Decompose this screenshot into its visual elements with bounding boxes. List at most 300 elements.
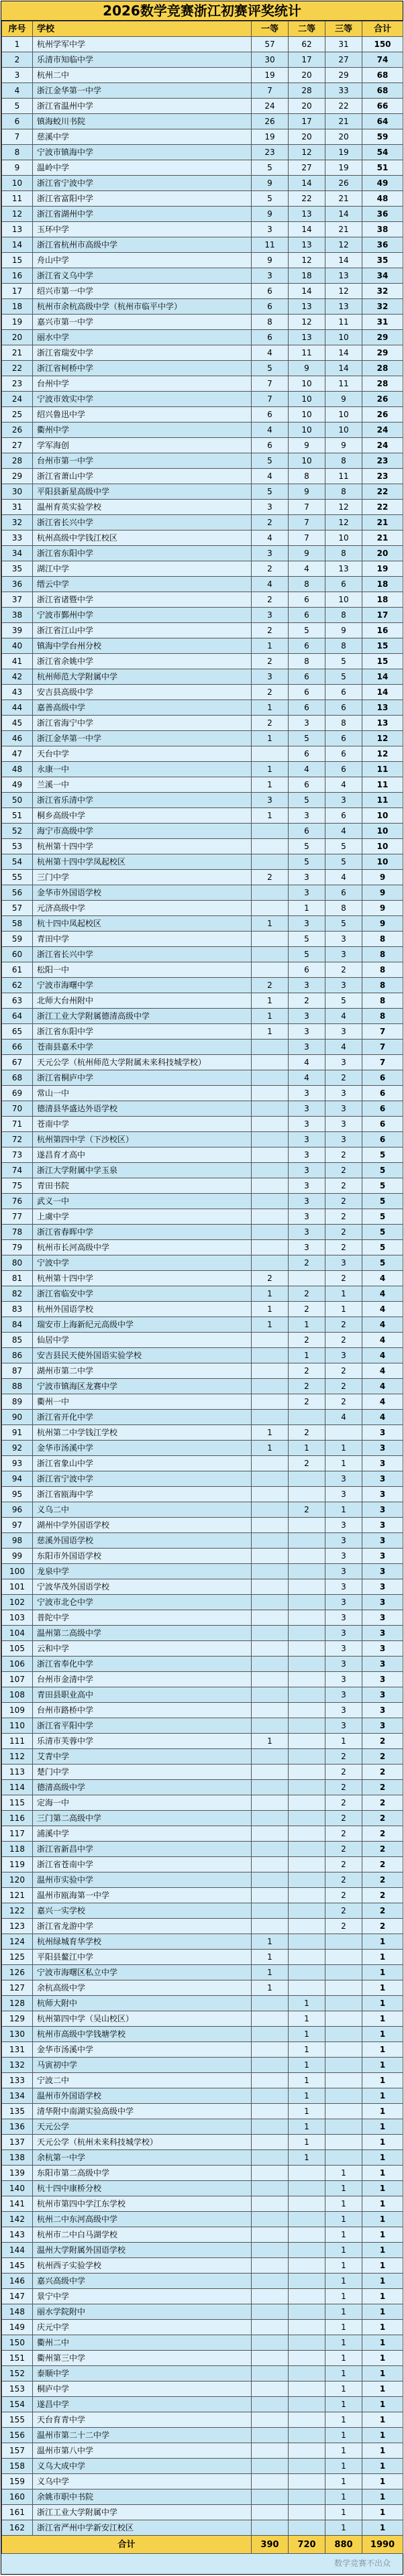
total-cell: 3 xyxy=(362,1579,403,1595)
table-row xyxy=(2,191,403,207)
rank-cell: 84 xyxy=(2,1317,33,1333)
third-prize-cell: 14 xyxy=(325,361,362,376)
school-cell: 武义一中 xyxy=(33,1194,252,1209)
total-cell: 19 xyxy=(362,561,403,577)
third-prize-cell: 1 xyxy=(325,1734,362,1749)
school-cell: 浙江省富阳中学 xyxy=(33,191,252,207)
first-prize-cell xyxy=(252,1703,289,1718)
first-prize-cell: 7 xyxy=(252,83,289,99)
second-prize-cell xyxy=(289,2443,325,2459)
second-prize-cell xyxy=(289,1471,325,1487)
second-prize-cell xyxy=(289,1410,325,1425)
table-row xyxy=(2,1147,403,1163)
second-prize-cell xyxy=(289,1950,325,1965)
first-prize-cell xyxy=(252,962,289,978)
first-prize-cell xyxy=(252,1842,289,1857)
school-cell: 杭十四中凤起校区 xyxy=(33,916,252,932)
school-cell: 台州市路桥中学 xyxy=(33,1703,252,1718)
third-prize-cell: 1 xyxy=(325,1502,362,1518)
table-row xyxy=(2,392,403,407)
school-cell: 浙江省东阳中学 xyxy=(33,546,252,561)
table-row xyxy=(2,2166,403,2181)
table-row xyxy=(2,2366,403,2382)
footer-second-total: 720 xyxy=(289,2536,325,2554)
third-prize-cell: 2 xyxy=(325,1888,362,1903)
third-prize-cell: 1 xyxy=(325,1456,362,1471)
total-cell: 35 xyxy=(362,253,403,268)
second-prize-cell xyxy=(289,2412,325,2428)
school-cell: 嘉善高级中学 xyxy=(33,700,252,716)
third-prize-cell: 14 xyxy=(325,207,362,222)
third-prize-cell: 3 xyxy=(325,1549,362,1564)
second-prize-cell: 1 xyxy=(289,901,325,916)
second-prize-cell xyxy=(289,1965,325,1980)
total-cell: 3 xyxy=(362,1502,403,1518)
first-prize-cell: 5 xyxy=(252,484,289,500)
third-prize-cell xyxy=(325,1980,362,1996)
table-row xyxy=(2,2181,403,2196)
second-prize-cell: 7 xyxy=(289,500,325,515)
rank-cell: 104 xyxy=(2,1626,33,1641)
school-cell: 宁波市北仑中学 xyxy=(33,1595,252,1610)
second-prize-cell: 2 xyxy=(289,1379,325,1394)
school-cell: 浙江工业大学附属德清高级中学 xyxy=(33,1009,252,1024)
second-prize-cell: 2 xyxy=(289,1333,325,1348)
school-cell: 杭州学军中学 xyxy=(33,37,252,52)
rank-cell: 74 xyxy=(2,1163,33,1178)
total-cell: 68 xyxy=(362,68,403,83)
table-row xyxy=(2,1209,403,1225)
school-cell: 玉环中学 xyxy=(33,222,252,237)
second-prize-cell: 1 xyxy=(289,2058,325,2073)
third-prize-cell: 3 xyxy=(325,1626,362,1641)
first-prize-cell: 2 xyxy=(252,716,289,731)
school-cell: 台州市第一中学 xyxy=(33,453,252,469)
total-cell: 29 xyxy=(362,345,403,361)
total-cell: 6 xyxy=(362,1101,403,1117)
second-prize-cell: 6 xyxy=(289,638,325,654)
table-row xyxy=(2,2011,403,2027)
table-row xyxy=(2,1055,403,1070)
school-cell: 杭州第十四中学凤起校区 xyxy=(33,854,252,870)
total-cell: 1 xyxy=(362,2166,403,2181)
second-prize-cell: 5 xyxy=(289,793,325,808)
school-cell: 杭州外国语学校 xyxy=(33,1302,252,1317)
third-prize-cell: 5 xyxy=(325,854,362,870)
rank-cell: 126 xyxy=(2,1965,33,1980)
table-row xyxy=(2,746,403,762)
first-prize-cell xyxy=(252,1811,289,1826)
footer-third-total: 880 xyxy=(325,2536,362,2554)
second-prize-cell: 2 xyxy=(289,1394,325,1410)
total-cell: 3 xyxy=(362,1518,403,1533)
sheet-title: 2026数学竞赛浙江初赛评奖统计 xyxy=(1,1,403,21)
second-prize-cell xyxy=(289,2289,325,2304)
table-row xyxy=(2,608,403,623)
third-prize-cell: 2 xyxy=(325,1811,362,1826)
first-prize-cell xyxy=(252,885,289,901)
rank-cell: 139 xyxy=(2,2166,33,2181)
rank-cell: 88 xyxy=(2,1379,33,1394)
rank-cell: 90 xyxy=(2,1410,33,1425)
first-prize-cell: 3 xyxy=(252,268,289,284)
school-cell: 杭州高级中学钱江校区 xyxy=(33,530,252,546)
third-prize-cell: 11 xyxy=(325,469,362,484)
third-prize-cell: 4 xyxy=(325,777,362,793)
second-prize-cell: 9 xyxy=(289,361,325,376)
third-prize-cell: 13 xyxy=(325,268,362,284)
table-row xyxy=(2,2474,403,2489)
total-cell: 7 xyxy=(362,1024,403,1040)
first-prize-cell: 1 xyxy=(252,700,289,716)
third-prize-cell: 3 xyxy=(325,1487,362,1502)
rank-cell: 51 xyxy=(2,808,33,824)
table-row xyxy=(2,469,403,484)
total-cell: 26 xyxy=(362,407,403,423)
table-row xyxy=(2,2212,403,2227)
total-cell: 3 xyxy=(362,1610,403,1626)
first-prize-cell: 1 xyxy=(252,731,289,746)
total-cell: 8 xyxy=(362,993,403,1009)
second-prize-cell: 13 xyxy=(289,237,325,253)
rank-cell: 101 xyxy=(2,1579,33,1595)
school-cell: 舟山中学 xyxy=(33,253,252,268)
third-prize-cell: 1 xyxy=(325,2351,362,2366)
second-prize-cell: 1 xyxy=(289,2027,325,2042)
rank-cell: 34 xyxy=(2,546,33,561)
total-cell: 28 xyxy=(362,361,403,376)
third-prize-cell: 1 xyxy=(325,1286,362,1302)
table-row xyxy=(2,1919,403,1934)
school-cell: 仙居中学 xyxy=(33,1333,252,1348)
school-cell: 慈溪中学 xyxy=(33,129,252,145)
school-cell: 天台中学 xyxy=(33,746,252,762)
table-row xyxy=(2,484,403,500)
total-cell: 18 xyxy=(362,592,403,608)
first-prize-cell xyxy=(252,1487,289,1502)
total-cell: 3 xyxy=(362,1425,403,1441)
total-cell: 1 xyxy=(362,2382,403,2397)
second-prize-cell xyxy=(289,1549,325,1564)
third-prize-cell: 1 xyxy=(325,2505,362,2520)
table-row xyxy=(2,515,403,530)
first-prize-cell xyxy=(252,1070,289,1086)
second-prize-cell: 7 xyxy=(289,515,325,530)
second-prize-cell xyxy=(289,2274,325,2289)
first-prize-cell: 19 xyxy=(252,68,289,83)
school-cell: 学军海创 xyxy=(33,438,252,453)
rank-cell: 43 xyxy=(2,685,33,700)
third-prize-cell: 12 xyxy=(325,515,362,530)
first-prize-cell: 3 xyxy=(252,608,289,623)
first-prize-cell xyxy=(252,2181,289,2196)
table-row xyxy=(2,2150,403,2166)
second-prize-cell: 1 xyxy=(289,1348,325,1363)
first-prize-cell: 1 xyxy=(252,1317,289,1333)
table-row xyxy=(2,669,403,685)
total-cell: 4 xyxy=(362,1286,403,1302)
rank-cell: 153 xyxy=(2,2382,33,2397)
school-cell: 普陀中学 xyxy=(33,1610,252,1626)
first-prize-cell xyxy=(252,2304,289,2320)
third-prize-cell: 8 xyxy=(325,453,362,469)
rank-cell: 45 xyxy=(2,716,33,731)
second-prize-cell: 4 xyxy=(289,1055,325,1070)
table-row xyxy=(2,530,403,546)
first-prize-cell: 5 xyxy=(252,160,289,176)
second-prize-cell: 6 xyxy=(289,608,325,623)
total-cell: 1 xyxy=(362,2505,403,2520)
rank-cell: 20 xyxy=(2,330,33,345)
table-row xyxy=(2,577,403,592)
table-body xyxy=(2,37,403,2536)
second-prize-cell xyxy=(289,1980,325,1996)
school-cell: 义乌中学 xyxy=(33,2474,252,2489)
total-cell: 13 xyxy=(362,716,403,731)
second-prize-cell: 13 xyxy=(289,299,325,315)
third-prize-cell: 5 xyxy=(325,993,362,1009)
third-prize-cell: 8 xyxy=(325,638,362,654)
third-prize-cell: 4 xyxy=(325,824,362,839)
third-prize-cell: 1 xyxy=(325,2412,362,2428)
school-cell: 杭州二中东河高级中学 xyxy=(33,2212,252,2227)
total-cell: 1 xyxy=(362,2088,403,2104)
school-cell: 苍南中学 xyxy=(33,1117,252,1132)
school-cell: 浙江省瓯海中学 xyxy=(33,1487,252,1502)
table-row xyxy=(2,1626,403,1641)
third-prize-cell xyxy=(325,2135,362,2150)
table-row xyxy=(2,2397,403,2412)
third-prize-cell xyxy=(325,2150,362,2166)
second-prize-cell xyxy=(289,1857,325,1872)
rank-cell: 105 xyxy=(2,1641,33,1657)
first-prize-cell: 1 xyxy=(252,1934,289,1950)
third-prize-cell: 2 xyxy=(325,1209,362,1225)
school-cell: 余杭第一中学 xyxy=(33,2150,252,2166)
total-cell: 10 xyxy=(362,839,403,854)
third-prize-cell: 1 xyxy=(325,2196,362,2212)
total-cell: 7 xyxy=(362,1055,403,1070)
total-cell: 1 xyxy=(362,2274,403,2289)
table-row xyxy=(2,947,403,962)
rank-cell: 41 xyxy=(2,654,33,669)
total-cell: 3 xyxy=(362,1641,403,1657)
rank-cell: 162 xyxy=(2,2520,33,2536)
school-cell: 绍兴市第一中学 xyxy=(33,284,252,299)
total-cell: 74 xyxy=(362,52,403,68)
second-prize-cell xyxy=(289,1626,325,1641)
total-cell: 2 xyxy=(362,1734,403,1749)
third-prize-cell: 1 xyxy=(325,2274,362,2289)
second-prize-cell: 14 xyxy=(289,176,325,191)
table-row xyxy=(2,1795,403,1811)
second-prize-cell: 28 xyxy=(289,83,325,99)
school-cell: 杭州第十四中学 xyxy=(33,839,252,854)
first-prize-cell: 3 xyxy=(252,500,289,515)
second-prize-cell xyxy=(289,1672,325,1687)
rank-cell: 107 xyxy=(2,1672,33,1687)
third-prize-cell: 4 xyxy=(325,1040,362,1055)
table-row xyxy=(2,1178,403,1194)
first-prize-cell xyxy=(252,1857,289,1872)
total-cell: 3 xyxy=(362,1533,403,1549)
total-cell: 8 xyxy=(362,932,403,947)
second-prize-cell: 3 xyxy=(289,1117,325,1132)
total-cell: 10 xyxy=(362,824,403,839)
table-row xyxy=(2,1040,403,1055)
total-cell: 15 xyxy=(362,654,403,669)
total-cell: 3 xyxy=(362,1657,403,1672)
first-prize-cell: 1 xyxy=(252,762,289,777)
second-prize-cell xyxy=(289,1903,325,1919)
school-cell: 定海一中 xyxy=(33,1795,252,1811)
school-cell: 浙江省湖州中学 xyxy=(33,207,252,222)
table-row xyxy=(2,2243,403,2258)
rank-cell: 6 xyxy=(2,114,33,129)
rank-cell: 143 xyxy=(2,2227,33,2243)
first-prize-cell xyxy=(252,1996,289,2011)
school-cell: 杭州第十四中学 xyxy=(33,1271,252,1286)
total-cell: 1 xyxy=(362,1965,403,1980)
second-prize-cell: 1 xyxy=(289,1317,325,1333)
first-prize-cell xyxy=(252,1718,289,1734)
table-row xyxy=(2,2412,403,2428)
school-cell: 杭州市高级中学钱塘学校 xyxy=(33,2027,252,2042)
rank-cell: 152 xyxy=(2,2366,33,2382)
second-prize-cell: 10 xyxy=(289,453,325,469)
school-cell: 青田县职业高中 xyxy=(33,1687,252,1703)
first-prize-cell xyxy=(252,1549,289,1564)
rank-cell: 96 xyxy=(2,1502,33,1518)
third-prize-cell xyxy=(325,2058,362,2073)
school-cell: 镇海中学台州分校 xyxy=(33,638,252,654)
rank-cell: 89 xyxy=(2,1394,33,1410)
total-cell: 2 xyxy=(362,1872,403,1888)
third-prize-cell xyxy=(325,2073,362,2088)
total-cell: 1 xyxy=(362,2135,403,2150)
table-row xyxy=(2,1363,403,1379)
rank-cell: 26 xyxy=(2,423,33,438)
rank-cell: 135 xyxy=(2,2104,33,2119)
third-prize-cell: 1 xyxy=(325,2474,362,2489)
school-cell: 浙江省宁波中学 xyxy=(33,176,252,191)
second-prize-cell xyxy=(289,1533,325,1549)
third-prize-cell: 8 xyxy=(325,608,362,623)
school-cell: 宁波市鄞州中学 xyxy=(33,608,252,623)
total-cell: 1 xyxy=(362,2474,403,2489)
second-prize-cell: 6 xyxy=(289,777,325,793)
rank-cell: 66 xyxy=(2,1040,33,1055)
third-prize-cell: 1 xyxy=(325,2459,362,2474)
rank-cell: 146 xyxy=(2,2274,33,2289)
table-row xyxy=(2,685,403,700)
school-cell: 缙云中学 xyxy=(33,577,252,592)
first-prize-cell xyxy=(252,1225,289,1240)
first-prize-cell xyxy=(252,2382,289,2397)
school-cell: 湖州中学外国语学校 xyxy=(33,1518,252,1533)
third-prize-cell xyxy=(325,2042,362,2058)
table-row xyxy=(2,1749,403,1765)
school-cell: 遂昌中学 xyxy=(33,2397,252,2412)
rank-cell: 8 xyxy=(2,145,33,160)
total-cell: 1 xyxy=(362,2443,403,2459)
rank-cell: 18 xyxy=(2,299,33,315)
table-row xyxy=(2,2320,403,2335)
second-prize-cell: 14 xyxy=(289,222,325,237)
total-cell: 8 xyxy=(362,962,403,978)
first-prize-cell: 2 xyxy=(252,515,289,530)
total-cell: 2 xyxy=(362,1903,403,1919)
third-prize-cell: 1 xyxy=(325,2397,362,2412)
rank-cell: 134 xyxy=(2,2088,33,2104)
second-prize-cell xyxy=(289,1271,325,1286)
table-row xyxy=(2,1255,403,1271)
total-cell: 23 xyxy=(362,469,403,484)
second-prize-cell xyxy=(289,2243,325,2258)
rank-cell: 100 xyxy=(2,1564,33,1579)
first-prize-cell: 11 xyxy=(252,237,289,253)
second-prize-cell: 20 xyxy=(289,99,325,114)
rank-cell: 12 xyxy=(2,207,33,222)
rank-cell: 161 xyxy=(2,2505,33,2520)
school-cell: 永康一中 xyxy=(33,762,252,777)
second-prize-cell xyxy=(289,2351,325,2366)
school-cell: 浙江省杭州市高级中学 xyxy=(33,237,252,253)
table-row xyxy=(2,1379,403,1394)
table-row xyxy=(2,638,403,654)
total-cell: 23 xyxy=(362,453,403,469)
school-cell: 绍兴鲁迅中学 xyxy=(33,407,252,423)
rank-cell: 29 xyxy=(2,469,33,484)
table-row xyxy=(2,1872,403,1888)
rank-cell: 22 xyxy=(2,361,33,376)
rank-cell: 131 xyxy=(2,2042,33,2058)
rank-cell: 124 xyxy=(2,1934,33,1950)
school-cell: 海宁市高级中学 xyxy=(33,824,252,839)
rank-cell: 150 xyxy=(2,2335,33,2351)
third-prize-cell: 6 xyxy=(325,885,362,901)
third-prize-cell xyxy=(325,2027,362,2042)
school-cell: 瑞安市上海新纪元高级中学 xyxy=(33,1317,252,1333)
rank-cell: 69 xyxy=(2,1086,33,1101)
second-prize-cell: 12 xyxy=(289,145,325,160)
second-prize-cell xyxy=(289,1842,325,1857)
table-row xyxy=(2,885,403,901)
school-cell: 浙江省宁波中学 xyxy=(33,1471,252,1487)
first-prize-cell xyxy=(252,854,289,870)
third-prize-cell: 3 xyxy=(325,1086,362,1101)
rank-cell: 130 xyxy=(2,2027,33,2042)
school-cell: 温州市瓯海第一中学 xyxy=(33,1888,252,1903)
second-prize-cell xyxy=(289,2489,325,2505)
rank-cell: 39 xyxy=(2,623,33,638)
school-cell: 宁波市镇海中学 xyxy=(33,145,252,160)
third-prize-cell: 2 xyxy=(325,1178,362,1194)
third-prize-cell: 19 xyxy=(325,145,362,160)
school-cell: 青田书院 xyxy=(33,1178,252,1194)
school-cell: 三门中学 xyxy=(33,870,252,885)
first-prize-cell xyxy=(252,1040,289,1055)
school-cell: 嘉兴市第一中学 xyxy=(33,315,252,330)
first-prize-cell: 9 xyxy=(252,176,289,191)
total-cell: 2 xyxy=(362,1857,403,1872)
first-prize-cell xyxy=(252,1749,289,1765)
total-cell: 4 xyxy=(362,1302,403,1317)
table-row xyxy=(2,1518,403,1533)
rank-cell: 59 xyxy=(2,932,33,947)
first-prize-cell xyxy=(252,1194,289,1209)
school-cell: 天台育青中学 xyxy=(33,2412,252,2428)
